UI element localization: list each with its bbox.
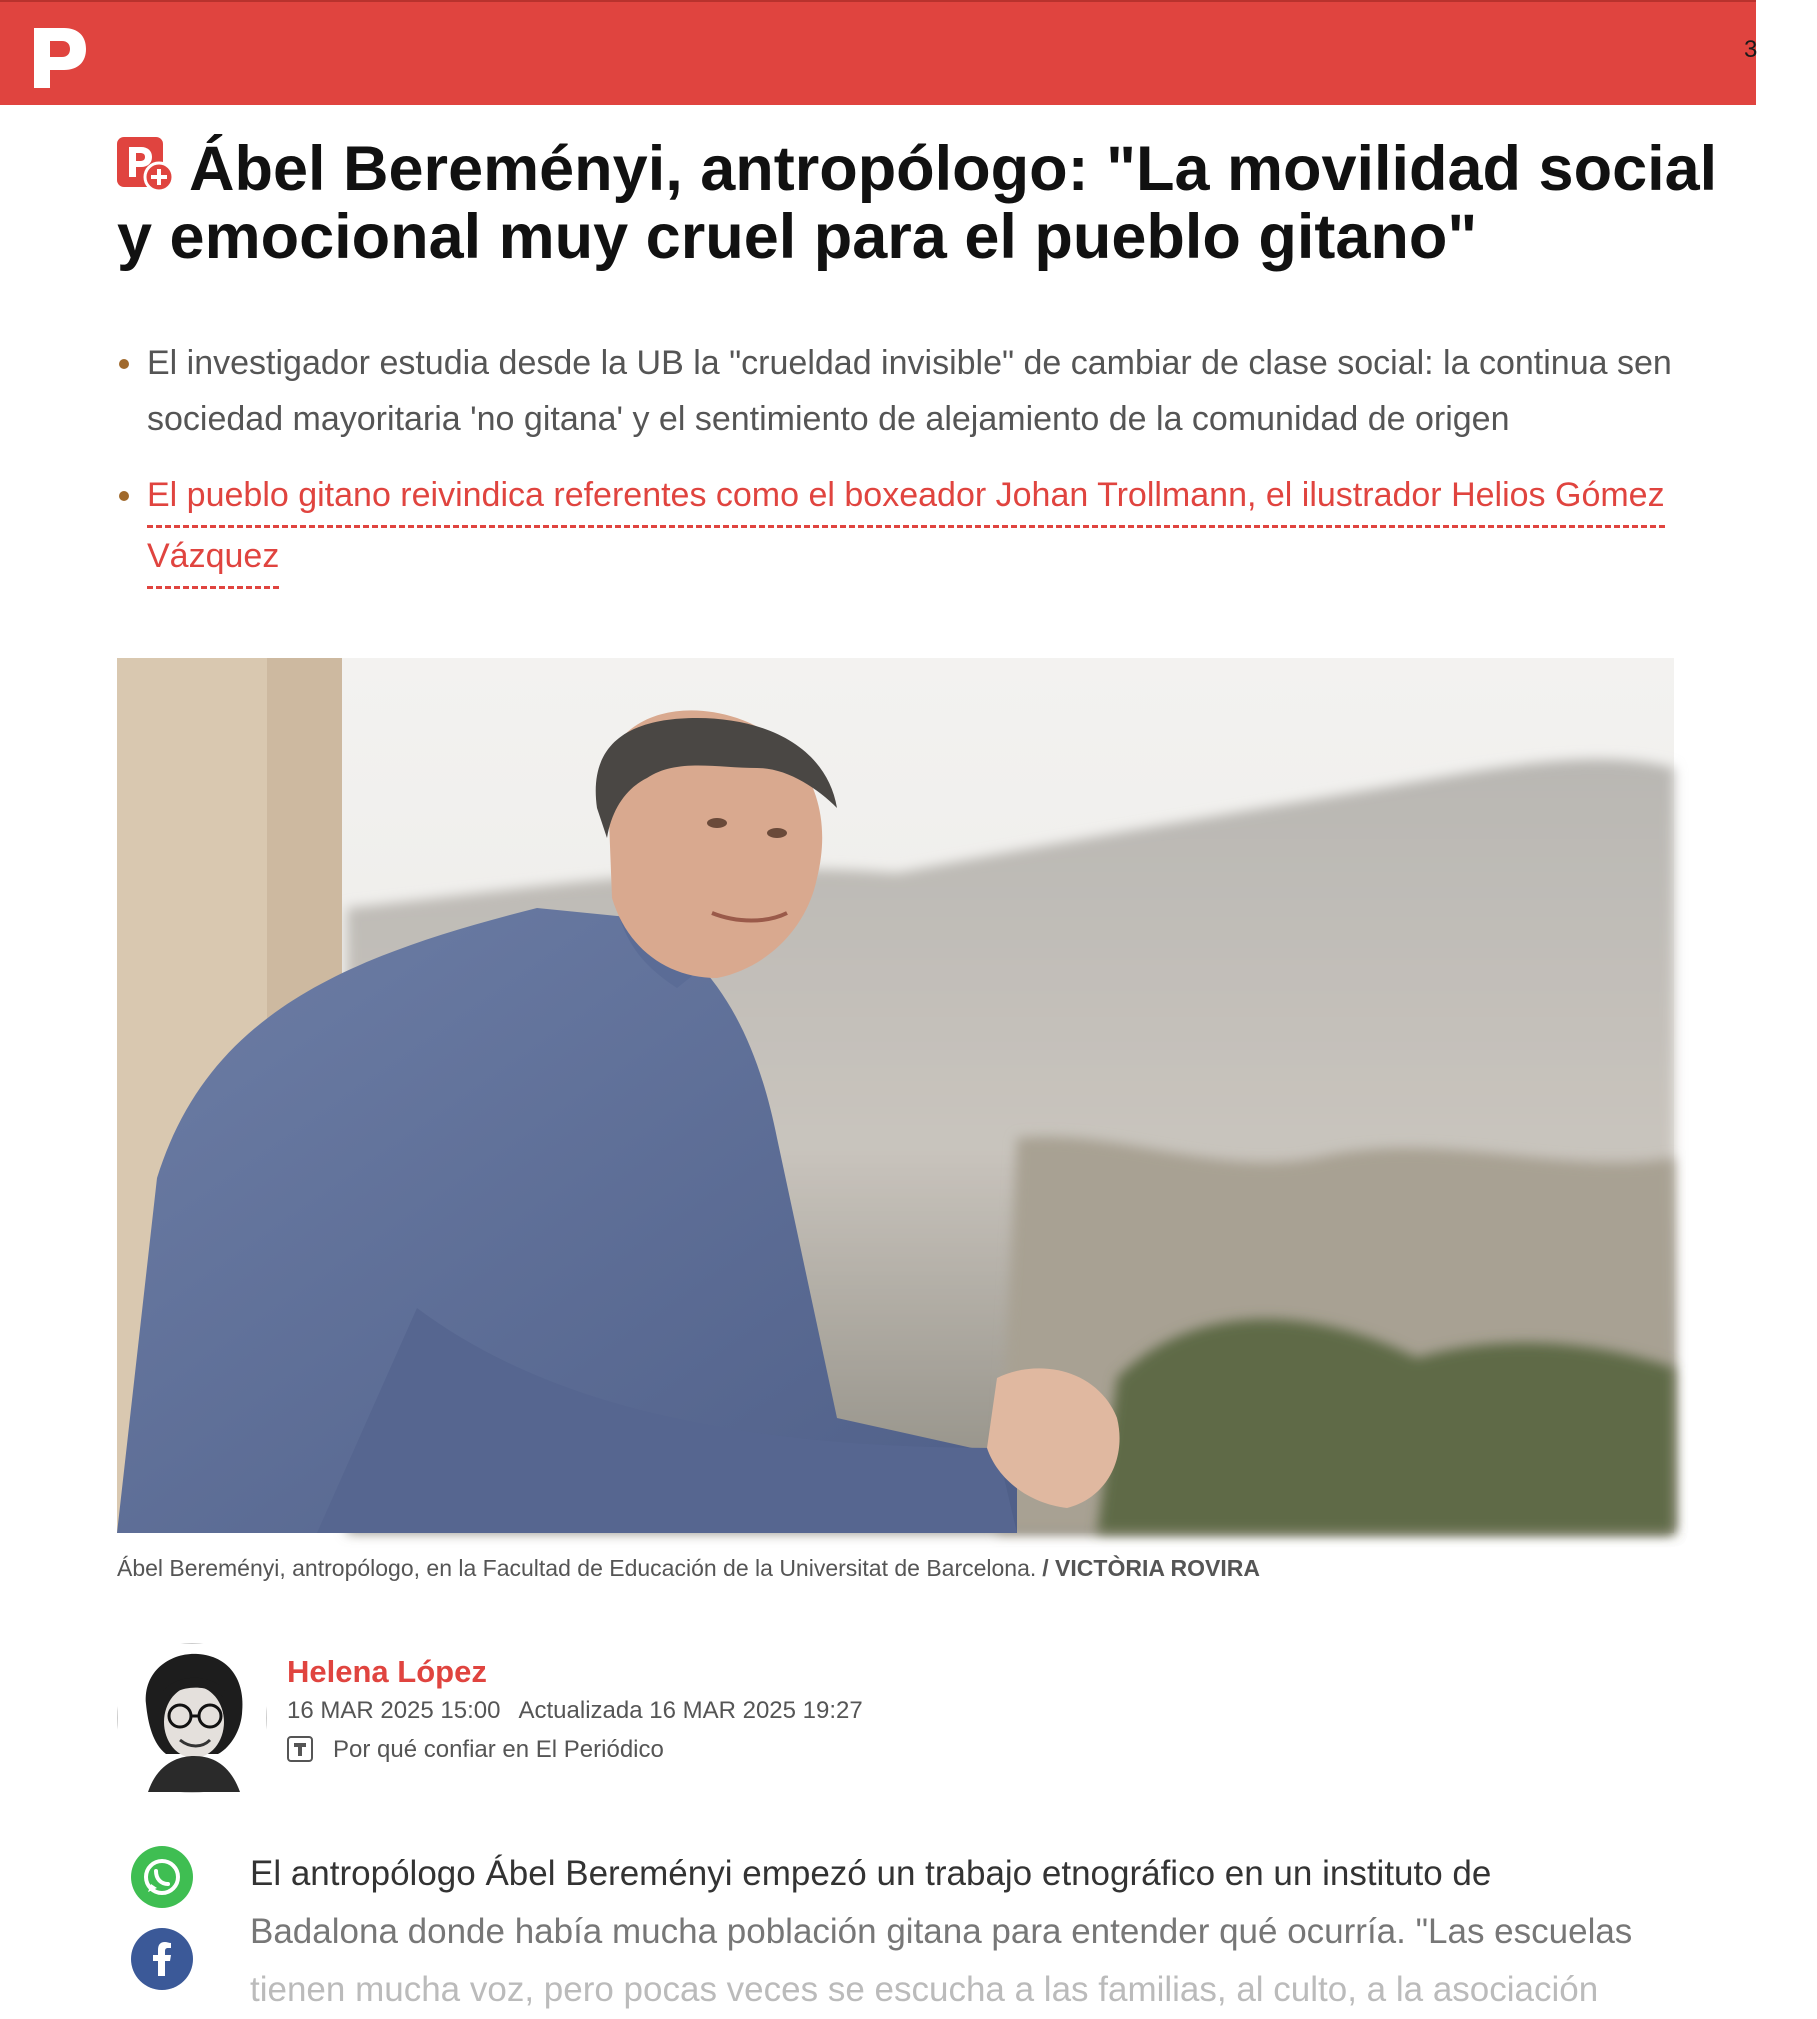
article-body xyxy=(250,1845,1710,2019)
author-portrait-image xyxy=(118,1644,266,1792)
summary-text-line-1: El investigador estudia desde la UB la "crueldad invisible" de cambiar de clase social: la continua sen xyxy=(147,344,1672,382)
bullet-icon xyxy=(119,491,129,501)
bullet-icon xyxy=(119,359,129,369)
updated-date: Actualizada 16 MAR 2025 19:27 xyxy=(518,1697,863,1724)
summary-item xyxy=(117,335,1817,447)
related-link-line-1[interactable]: El pueblo gitano reivindica referentes como el boxeador Johan Trollmann, el ilustrador Helios Gómez xyxy=(147,467,1665,528)
related-link-line-2[interactable]: Vázquez xyxy=(147,528,279,589)
plus-badge-icon xyxy=(117,137,175,193)
headline-line-1: Ábel Bereményi, antropólogo: "La movilidad social xyxy=(189,134,1718,204)
whatsapp-share-button[interactable] xyxy=(131,1846,193,1908)
body-line-1: El antropólogo Ábel Bereményi empezó un trabajo etnográfico en un instituto de xyxy=(250,1854,1492,1893)
published-date: 16 MAR 2025 15:00 xyxy=(287,1697,501,1724)
portrait-photo-image xyxy=(117,658,1674,1533)
article-headline xyxy=(117,135,1817,271)
header-edge-text: 3 xyxy=(1744,36,1758,63)
publish-dates xyxy=(287,1697,863,1725)
whatsapp-icon xyxy=(131,1846,193,1908)
trust-link[interactable] xyxy=(287,1736,664,1764)
headline-line-2: y emocional muy cruel para el pueblo gitano" xyxy=(117,202,1478,272)
author-name[interactable]: Helena López xyxy=(287,1654,487,1689)
article-summary xyxy=(117,335,1817,609)
author-avatar[interactable] xyxy=(117,1643,267,1793)
site-header xyxy=(0,0,1756,105)
photo-caption-text: Ábel Bereményi, antropólogo, en la Facultad de Educación de la Universitat de Barcelona. xyxy=(117,1555,1037,1581)
share-bar xyxy=(131,1846,193,2010)
trust-t-icon xyxy=(287,1736,313,1762)
facebook-share-button[interactable] xyxy=(131,1928,193,1990)
body-line-2: Badalona donde había mucha población gitana para entender qué ocurría. "Las escuelas xyxy=(250,1912,1633,1951)
related-link-item[interactable] xyxy=(117,467,1817,589)
trust-label[interactable]: Por qué confiar en El Periódico xyxy=(333,1736,664,1763)
periodico-p-logo-icon[interactable] xyxy=(34,28,86,88)
facebook-icon xyxy=(131,1928,193,1990)
photo-caption xyxy=(117,1555,1260,1582)
photo-credit: / VICTÒRIA ROVIRA xyxy=(1042,1555,1260,1581)
summary-text-line-2: sociedad mayoritaria 'no gitana' y el sentimiento de alejamiento de la comunidad de origen xyxy=(147,400,1510,438)
article-photo[interactable] xyxy=(117,658,1674,1533)
body-line-3: tienen mucha voz, pero pocas veces se escucha a las familias, al culto, a la asociación xyxy=(250,1970,1599,2009)
